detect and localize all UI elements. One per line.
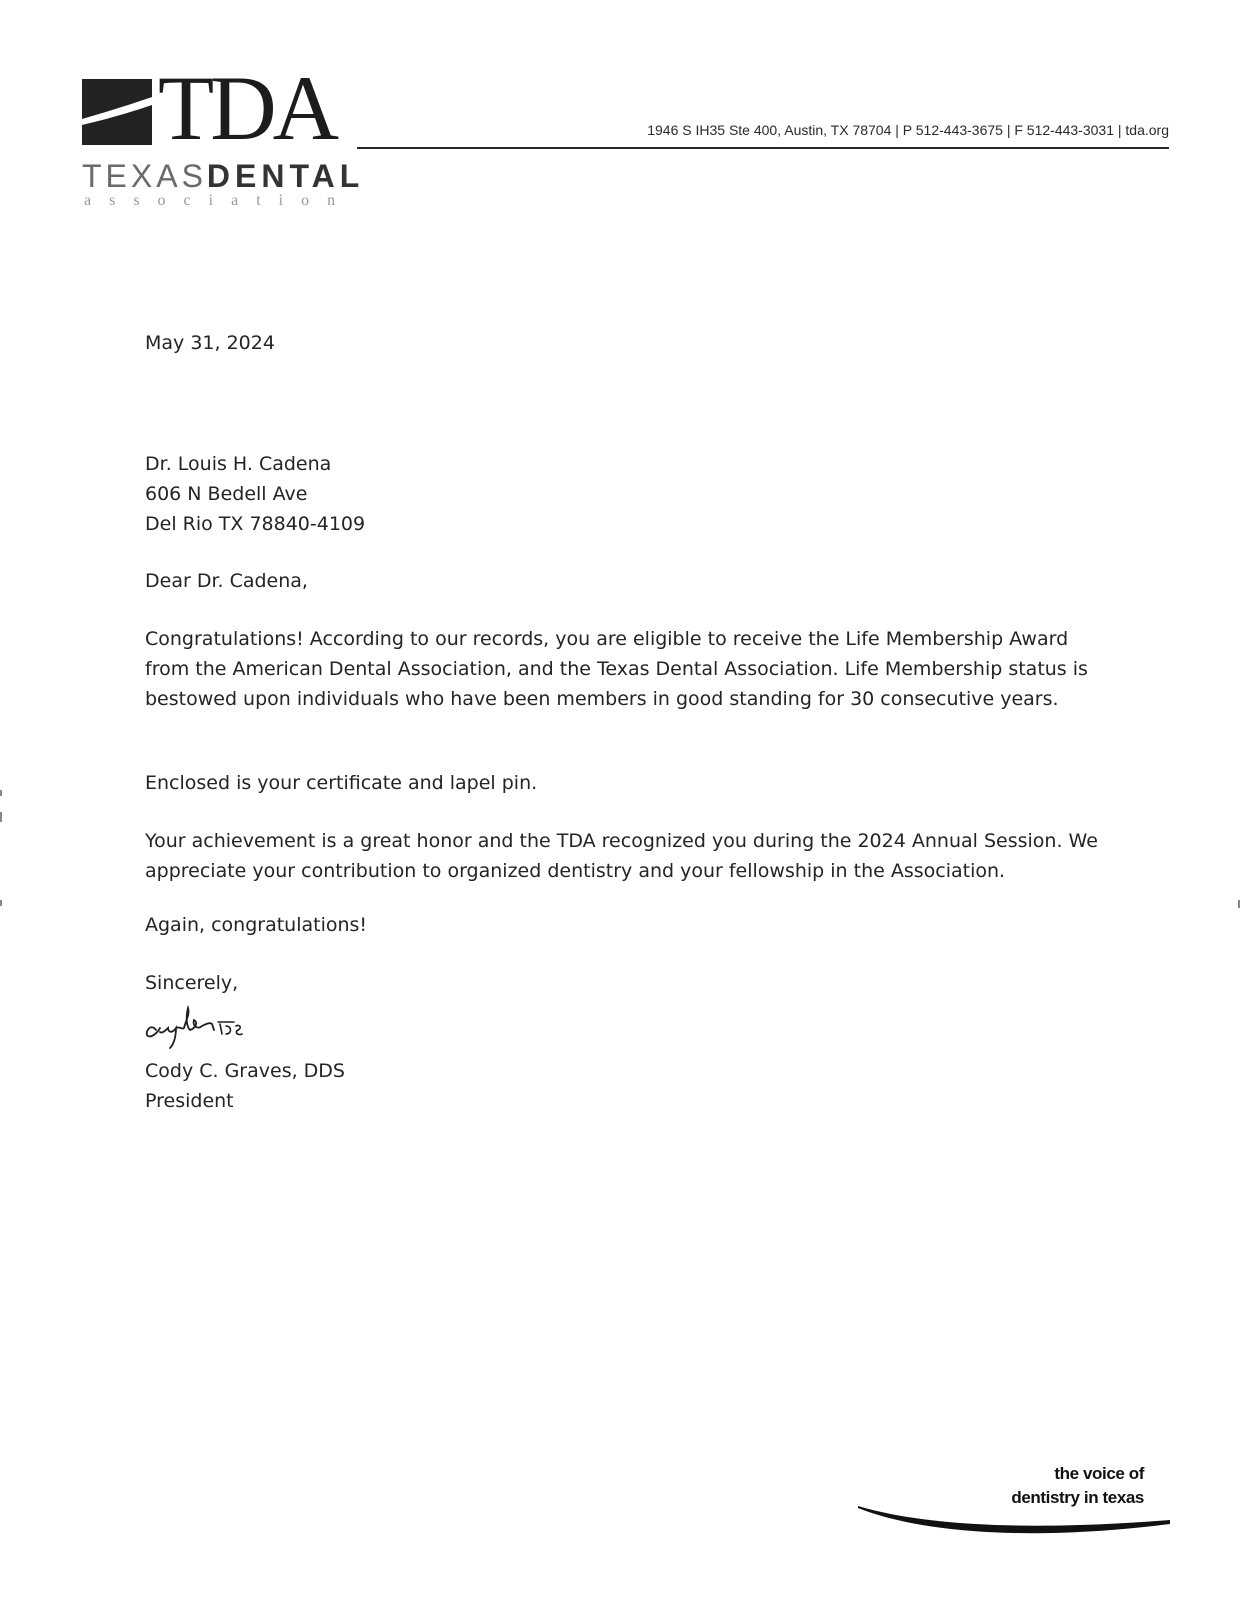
logo-swoosh-block-icon (82, 79, 152, 145)
paragraph-award: Congratulations! According to our records, you are eligible to receive the Life Membership Award from the American Dental Association, and the Texas Dental Association. Life Membership status is bestowed upon individuals who have been members in good standing for 30 consecutive years. (145, 628, 1088, 710)
logo-org-name-bold: DENTAL (206, 158, 365, 194)
scan-edge-mark (0, 812, 2, 822)
logo-wordmark: TDA (158, 57, 336, 159)
recipient-city: Del Rio TX 78840-4109 (145, 513, 366, 535)
footer-swoosh-icon (858, 1502, 1170, 1542)
signer-title: President (145, 1090, 234, 1112)
scan-edge-mark (0, 790, 2, 796)
scan-edge-mark (0, 900, 2, 906)
logo-subtitle: association (84, 192, 354, 209)
paragraph-recognition: Your achievement is a great honor and the TDA recognized you during the 2024 Annual Session. We appreciate your contribution to organized dentistry and your fellowship in the Association. (145, 830, 1098, 882)
tda-logo (82, 57, 372, 214)
paragraph-enclosure: Enclosed is your certificate and lapel pin. (145, 772, 538, 794)
signer-block (145, 1056, 1105, 1116)
recipient-street: 606 N Bedell Ave (145, 483, 308, 505)
logo-org-name (82, 160, 364, 192)
salutation: Dear Dr. Cadena, (145, 570, 308, 592)
scan-edge-mark (1238, 900, 1240, 908)
header-address: 1946 S IH35 Ste 400, Austin, TX 78704 | P 512-443-3675 | F 512-443-3031 | tda.org (647, 122, 1169, 138)
signer-name: Cody C. Graves, DDS (145, 1060, 345, 1082)
tagline-line-2: dentistry in texas (1011, 1488, 1144, 1507)
tagline-line-1: the voice of (1054, 1464, 1144, 1483)
closing-line: Again, congratulations! (145, 914, 368, 936)
header-divider (357, 147, 1169, 149)
valediction: Sincerely, (145, 972, 239, 994)
letter-date: May 31, 2024 (145, 332, 275, 354)
recipient-address (145, 449, 1105, 539)
handwritten-signature (142, 1000, 302, 1060)
recipient-name: Dr. Louis H. Cadena (145, 453, 332, 475)
logo-org-name-light: TEXAS (82, 158, 207, 194)
